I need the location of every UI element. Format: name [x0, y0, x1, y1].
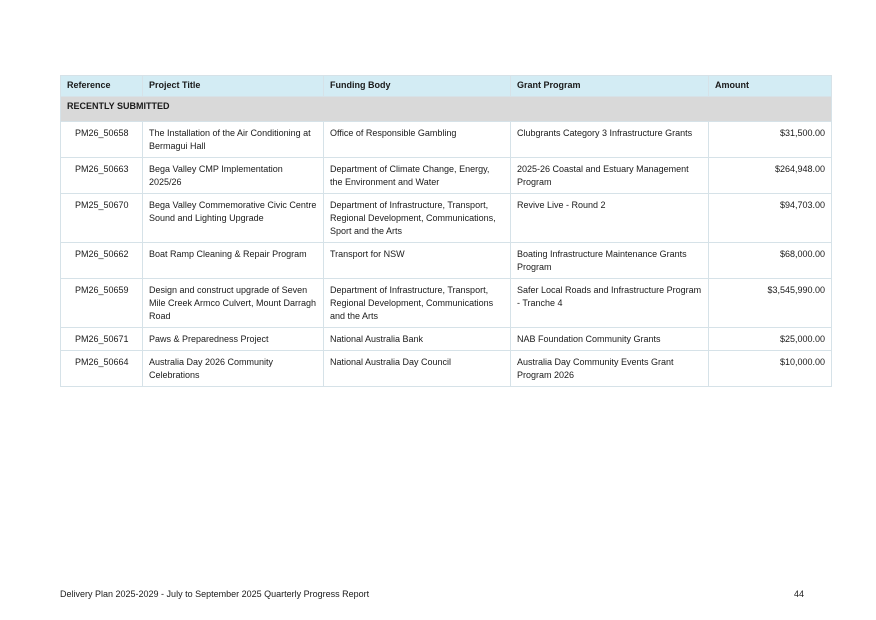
- column-header-reference: Reference: [61, 76, 143, 97]
- cell-grant-program: Safer Local Roads and Infrastructure Program - Tranche 4: [511, 279, 709, 328]
- cell-funding-body: National Australia Bank: [324, 328, 511, 351]
- section-label: RECENTLY SUBMITTED: [61, 97, 832, 122]
- cell-reference: PM25_50670: [61, 194, 143, 243]
- cell-reference: PM26_50662: [61, 243, 143, 279]
- cell-reference: PM26_50664: [61, 351, 143, 387]
- cell-funding-body: Department of Infrastructure, Transport, Regional Development, Communications, Sport and the Arts: [324, 194, 511, 243]
- cell-amount: $264,948.00: [709, 158, 832, 194]
- column-header-grant-program: Grant Program: [511, 76, 709, 97]
- table-row: [61, 328, 832, 351]
- column-header-project-title: Project Title: [143, 76, 324, 97]
- cell-grant-program: Boating Infrastructure Maintenance Grants Program: [511, 243, 709, 279]
- cell-amount: $31,500.00: [709, 122, 832, 158]
- cell-funding-body: Department of Infrastructure, Transport, Regional Development, Communications and the Arts: [324, 279, 511, 328]
- table-row: [61, 351, 832, 387]
- cell-grant-program: Clubgrants Category 3 Infrastructure Grants: [511, 122, 709, 158]
- cell-amount: $25,000.00: [709, 328, 832, 351]
- cell-reference: PM26_50658: [61, 122, 143, 158]
- cell-project-title: The Installation of the Air Conditioning at Bermagui Hall: [143, 122, 324, 158]
- cell-amount: $68,000.00: [709, 243, 832, 279]
- footer-page-number: 44: [793, 589, 804, 599]
- cell-project-title: Boat Ramp Cleaning & Repair Program: [143, 243, 324, 279]
- cell-amount: $94,703.00: [709, 194, 832, 243]
- table-header-row: [61, 76, 832, 97]
- cell-funding-body: Department of Climate Change, Energy, the Environment and Water: [324, 158, 511, 194]
- cell-project-title: Design and construct upgrade of Seven Mile Creek Armco Culvert, Mount Darragh Road: [143, 279, 324, 328]
- grants-table: [60, 75, 832, 387]
- cell-reference: PM26_50659: [61, 279, 143, 328]
- cell-grant-program: NAB Foundation Community Grants: [511, 328, 709, 351]
- table-row: [61, 194, 832, 243]
- table-row: [61, 122, 832, 158]
- cell-amount: $3,545,990.00: [709, 279, 832, 328]
- table-row: [61, 243, 832, 279]
- cell-grant-program: 2025-26 Coastal and Estuary Management Program: [511, 158, 709, 194]
- footer-document-title: Delivery Plan 2025-2029 - July to September 2025 Quarterly Progress Report: [60, 589, 370, 599]
- cell-reference: PM26_50671: [61, 328, 143, 351]
- cell-grant-program: Revive Live - Round 2: [511, 194, 709, 243]
- section-row: [61, 97, 832, 122]
- cell-project-title: Australia Day 2026 Community Celebrations: [143, 351, 324, 387]
- cell-grant-program: Australia Day Community Events Grant Program 2026: [511, 351, 709, 387]
- cell-amount: $10,000.00: [709, 351, 832, 387]
- column-header-amount: Amount: [709, 76, 832, 97]
- column-header-funding-body: Funding Body: [324, 76, 511, 97]
- cell-project-title: Bega Valley Commemorative Civic Centre Sound and Lighting Upgrade: [143, 194, 324, 243]
- cell-funding-body: Office of Responsible Gambling: [324, 122, 511, 158]
- cell-project-title: Bega Valley CMP Implementation 2025/26: [143, 158, 324, 194]
- cell-funding-body: National Australia Day Council: [324, 351, 511, 387]
- cell-funding-body: Transport for NSW: [324, 243, 511, 279]
- table-row: [61, 158, 832, 194]
- cell-reference: PM26_50663: [61, 158, 143, 194]
- table-row: [61, 279, 832, 328]
- cell-project-title: Paws & Preparedness Project: [143, 328, 324, 351]
